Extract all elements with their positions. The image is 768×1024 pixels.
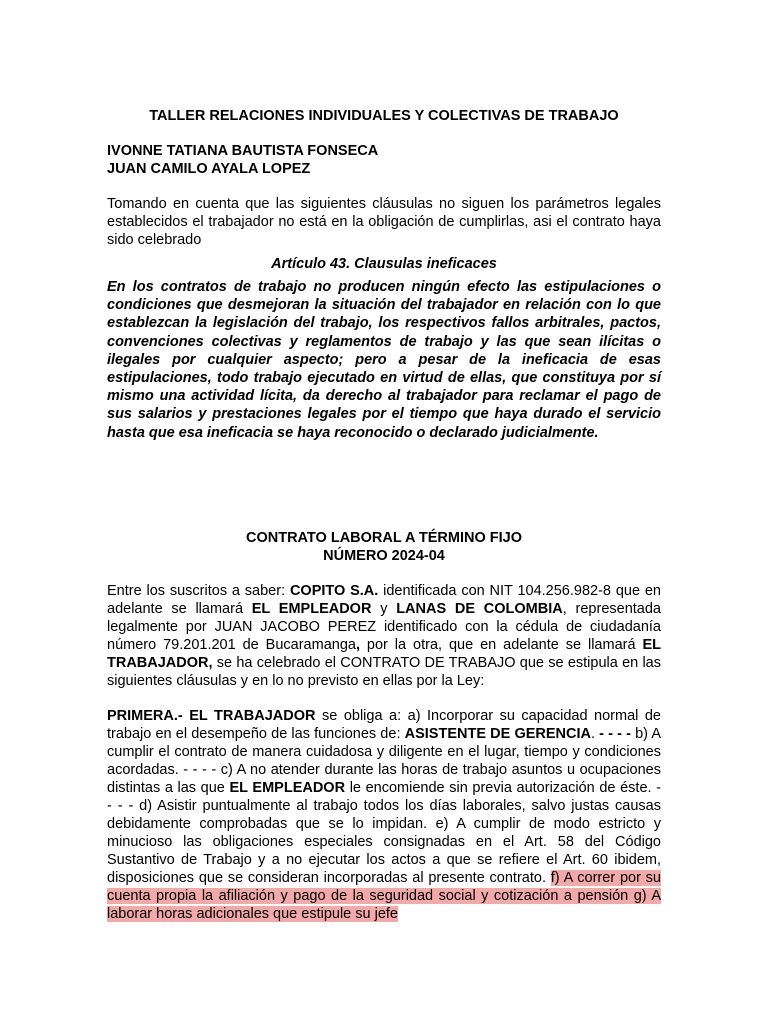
clause-text: le encomiende sin previa autorización de éste. - - - - d) Asistir puntualmente al trabajo todos los días laborales, salvo justas causas debidamente comprobadas que se lo impidan. e) A cumplir de modo estricto y minucioso las obligaciones especiales consignadas en el Art. 58 del Código Sustantivo de Trabajo y a no ejecutar los actos a que se refiere el Art. 60 ibidem, disposiciones que se consideran incorporadas al presente contrato. [107,780,661,886]
company-name: COPITO S.A. [289,583,379,599]
parties-paragraph [107,582,661,690]
contract-number: NÚMERO 2024-04 [323,548,445,564]
parties-text: y [371,601,397,617]
highlighted-clause: f) A correr por su cuenta propia la afiliación y pago de la seguridad social y cotización a pensión g) A laborar horas adicionales que estipule su jefe [107,870,662,922]
parties-text: se ha celebrado el CONTRATO DE TRABAJO que se estipula en las siguientes cláusulas y en lo no previsto en ellas por la Ley: [107,655,661,689]
author-name: IVONNE TATIANA BAUTISTA FONSECA [107,143,379,159]
first-clause-paragraph [107,707,661,923]
document-title: TALLER RELACIONES INDIVIDUALES Y COLECTIVAS DE TRABAJO [149,108,619,124]
employer-term: EL EMPLEADOR [229,780,346,796]
clause-text: b) A cumplir el contrato de manera cuidadosa y diligente en el lugar, tiempo y condiciones acordadas. - - - - c) A no atender durante las horas de trabajo asuntos u ocupaciones distintas a las que [107,726,662,796]
company-name-2: LANAS DE COLOMBIA [396,601,563,617]
contract-heading: CONTRATO LABORAL A TÉRMINO FIJO [245,530,523,546]
parties-comma: , [355,637,360,653]
parties-text: , representada legalmente por JUAN JACOBO PEREZ identificado con la cédula de ciudadanía número 79.201.201 de Bucaramanga [107,601,661,653]
worker-term: EL TRABAJADOR, [107,637,661,671]
clause-text: se obliga a: a) Incorporar su capacidad normal de trabajo en el desempeño de las funciones de: [107,708,661,742]
intro-paragraph: Tomando en cuenta que las siguientes cláusulas no siguen los parámetros legales establecidos el trabajador no está en la obligación de cumplirlas, asi el contrato haya sido celebrado [107,196,661,248]
clause-dashes: - - - - [599,726,631,742]
parties-text: Entre los suscritos a saber: [107,583,290,599]
clause-text: . [590,726,600,742]
parties-text: identificada con NIT 104.256.982-8 que en adelante se llamará [107,583,661,617]
employer-term: EL EMPLEADOR [251,601,372,617]
authors-block [107,142,661,178]
parties-text: por la otra, que en adelante se llamará [359,637,643,653]
clause-label: PRIMERA.- EL TRABAJADOR [107,708,316,724]
article-heading: Artículo 43. Clausulas ineficaces [271,256,497,272]
article-body: En los contratos de trabajo no producen ningún efecto las estipulaciones o condiciones que desmejoran la situación del trabajador en relación con lo que establezcan la legislación del trabajo, los respectivos fallos arbitrales, pactos, convenciones colectivas y reglamentos de trabajo y las que sean ilícitas o ilegales por cualquier aspecto; pero a pesar de la ineficacia de esas estipulaciones, todo trabajo ejecutado en virtud de ellas, que constituya por sí mismo una actividad lícita, da derecho al trabajador para reclamar el pago de sus salarios y prestaciones legales por el tiempo que haya durado el servicio hasta que esa ineficacia se haya reconocido o declarado judicialmente. [107,279,661,441]
author-name: JUAN CAMILO AYALA LOPEZ [107,161,311,177]
role-name: ASISTENTE DE GERENCIA [404,726,591,742]
